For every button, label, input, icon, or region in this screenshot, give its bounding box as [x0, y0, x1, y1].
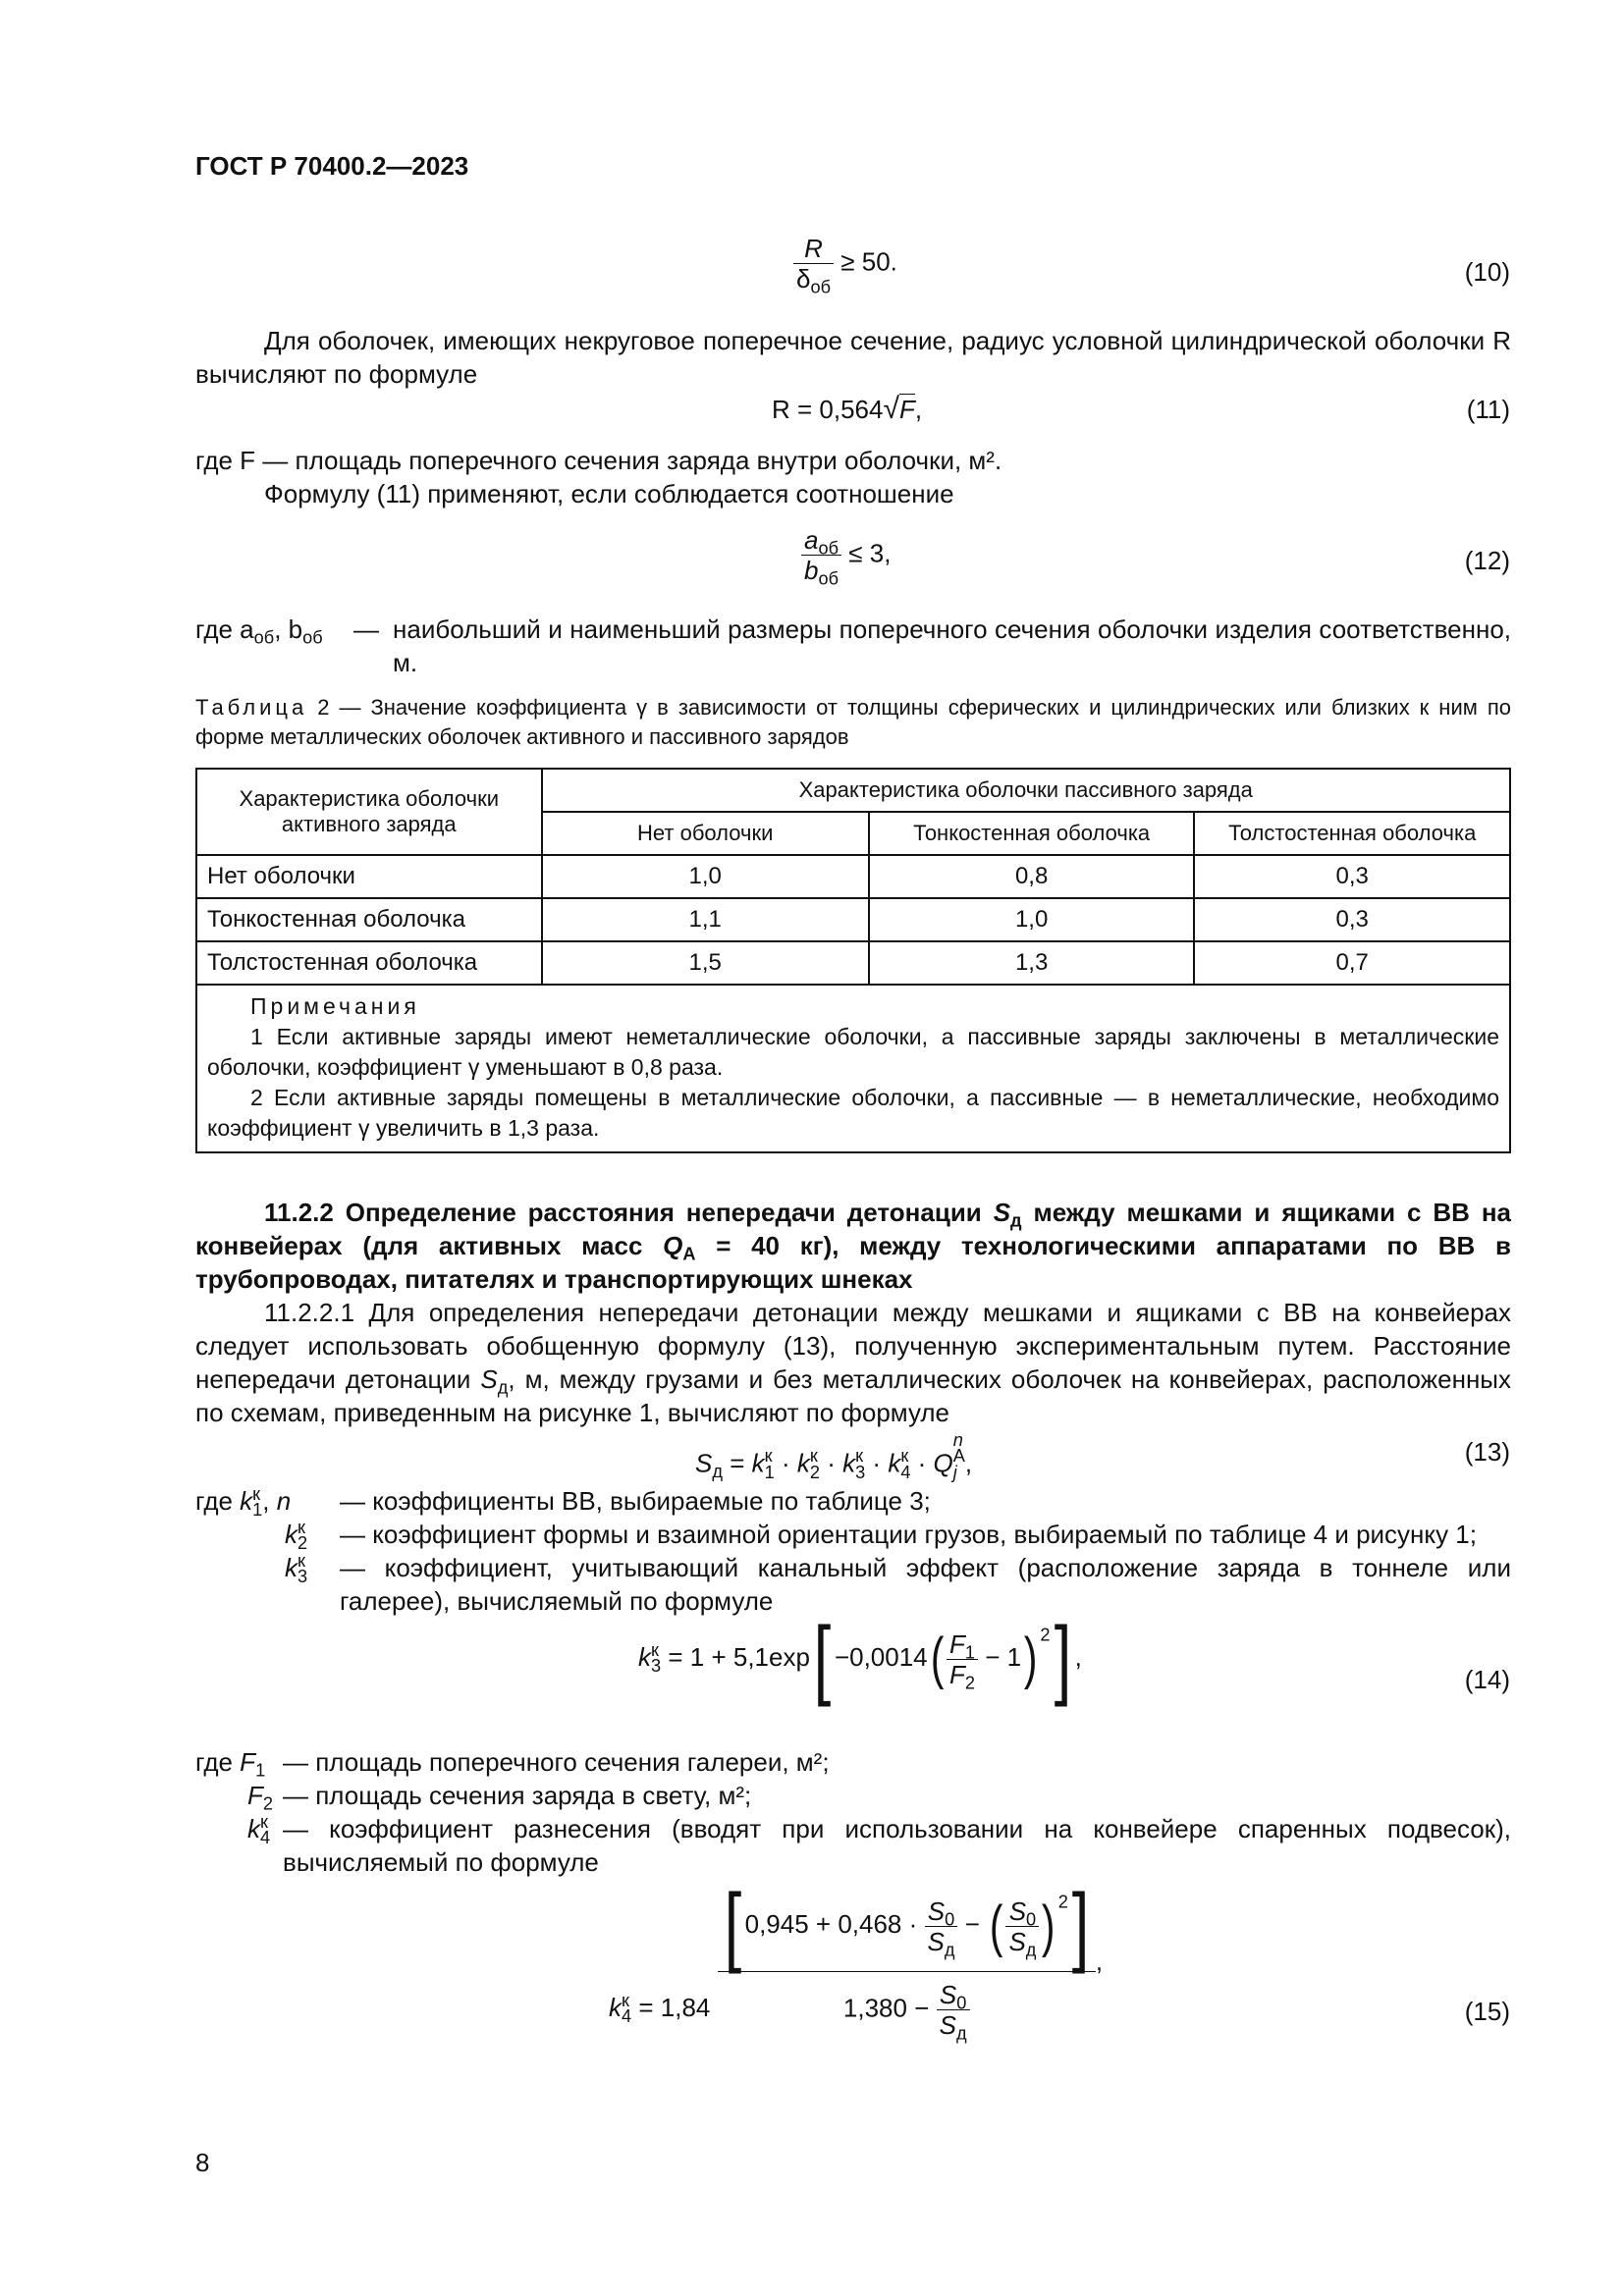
table-cell: 1,0: [869, 898, 1195, 941]
table-cell: 1,3: [869, 941, 1195, 985]
def-k4-symbol: k к 4: [247, 1811, 271, 1848]
table-cell: 1,5: [542, 941, 869, 985]
def-k3: — коэффициент, учитывающий канальный эффект (расположение заряда в тоннеле или галерее), вычисляемый по формуле: [340, 1553, 1511, 1616]
def-k1-symbol: где k к 1 , n: [195, 1483, 292, 1521]
formula-11: R = 0,564√F,: [772, 393, 923, 425]
def-k3-symbol: k к 3: [285, 1550, 308, 1587]
row-label: Толстостенная оболочка: [196, 941, 542, 985]
formula-14-number: (14): [1464, 1665, 1510, 1694]
formula-15: k к 4 = 1,84 [ 0,945 + 0,468 · $\frac{S_0}{S_д}$ − ( $\frac{S_0}{S_д}$ ) $^2$] 1,380 − $\frac{S_0}{S_д}$ ,: [609, 1877, 1104, 2044]
formula-10: $\frac{R}{\delta_{об}}$ ≥ 50.: [793, 234, 897, 294]
where-ab-dash: —: [353, 614, 379, 644]
table-cell: 0,3: [1194, 855, 1510, 898]
table-head-active: Характеристика оболочки активного заряда: [196, 769, 542, 855]
formula-14: k к 3 = 1 + 5,1exp[ −0,0014( $\frac{F_1}{F_2}$ − 1) $^2$] ,: [638, 1610, 1082, 1708]
def-f1-symbol: где $F_1$: [195, 1747, 266, 1781]
def-f2: — площадь сечения заряда в свету, м²;: [283, 1781, 752, 1810]
def-f2-symbol: $F_2$: [247, 1781, 274, 1814]
def-k2: — коэффициент формы и взаимной ориентации грузов, выбираемый по таблице 4 и рисунку 1;: [340, 1520, 1477, 1549]
table-2: [195, 768, 1511, 1153]
table-cell: 1,1: [542, 898, 869, 941]
row-label: Нет оболочки: [196, 855, 542, 898]
note-1: 1 Если активные заряды имеют неметаллические оболочки, а пассивные заряды заключены в металлические оболочки, коэффициент γ уменьшают в 0,8 раза.: [207, 1024, 1499, 1080]
table-cell: 1,0: [542, 855, 869, 898]
formula-12: $\frac{a_{об}}{b_{об}}$ ≤ 3,: [801, 525, 891, 585]
table-row: [196, 941, 1510, 985]
formula-11-number: (11): [1466, 395, 1510, 424]
table-cell: 0,7: [1194, 941, 1510, 985]
where-ab-symbols: где $a_{об}$, $b_{об}$: [195, 614, 323, 648]
formula-15-number: (15): [1464, 1997, 1510, 2026]
notes-title: Примечания: [250, 993, 420, 1019]
table-col-header: Тонкостенная оболочка: [869, 812, 1195, 855]
where-ab-text: наибольший и наименьший размеры поперечного сечения оболочки изделия соответственно, м.: [393, 614, 1511, 677]
table-notes: [196, 985, 1510, 1152]
paragraph-condition: Формулу (11) применяют, если соблюдается соотношение: [264, 479, 954, 508]
formula-13: $S_д = k$ к 1 · k к 2 · k к 3 · k к 4 · Q n A j ,: [695, 1430, 973, 1482]
table-cell: 0,8: [869, 855, 1195, 898]
table-col-header: Нет оболочки: [542, 812, 869, 855]
paragraph-11-2-2-1: 11.2.2.1 Для определения непередачи детонации между мешками и ящиками с ВВ на конвейерах следует использовать обобщенную формулу (13), полученную экспериментальным путем. Расстояние непередачи детонации $S_д$, м, между грузами и без металлических оболочек на конвейерах, расположенных по схемам, приведенным на рисунке 1, вычисляют по формуле: [195, 1298, 1511, 1427]
def-k1: — коэффициенты ВВ, выбираемые по таблице 3;: [340, 1486, 931, 1516]
table-head-passive: Характеристика оболочки пассивного заряда: [542, 769, 1510, 812]
note-2: 2 Если активные заряды помещены в металлические оболочки, а пассивные — в неметаллические, необходимо коэффициент γ увеличить в 1,3 раза.: [207, 1085, 1499, 1141]
table-row: [196, 898, 1510, 941]
page-number: 8: [195, 2148, 210, 2177]
table-cell: 0,3: [1194, 898, 1510, 941]
paragraph-noncircular: Для оболочек, имеющих некруговое поперечное сечение, радиус условной цилиндрической оболочки R вычисляют по формуле: [195, 326, 1511, 389]
table-2-caption: Таблица 2 — Значение коэффициента γ в зависимости от толщины сферических и цилиндрических или близких к ним по форме металлических оболочек активного и пассивного зарядов: [195, 695, 1511, 749]
formula-13-number: (13): [1464, 1437, 1510, 1467]
document-header: ГОСТ Р 70400.2—2023: [195, 151, 469, 181]
table-col-header: Толстостенная оболочка: [1194, 812, 1510, 855]
table-row: [196, 855, 1510, 898]
def-k2-symbol: k к 2: [285, 1517, 308, 1554]
row-label: Тонкостенная оболочка: [196, 898, 542, 941]
where-f: где F — площадь поперечного сечения заряда внутри оболочки, м².: [195, 446, 1002, 475]
section-heading: 11.2.2 Определение расстояния непередачи детонации $S_д$ между мешками и ящиками с ВВ на конвейерах (для активных масс $Q_A = 40$ кг), между технологическими аппаратами по ВВ в трубопроводах, питателях и транспортирующих шнеках: [195, 1198, 1511, 1294]
formula-10-number: (10): [1464, 257, 1510, 287]
def-k4: — коэффициент разнесения (вводят при использовании на конвейере спаренных подвесок), вычисляемый по формуле: [283, 1814, 1511, 1877]
def-f1: — площадь поперечного сечения галереи, м²;: [283, 1747, 830, 1777]
formula-12-number: (12): [1464, 546, 1510, 575]
